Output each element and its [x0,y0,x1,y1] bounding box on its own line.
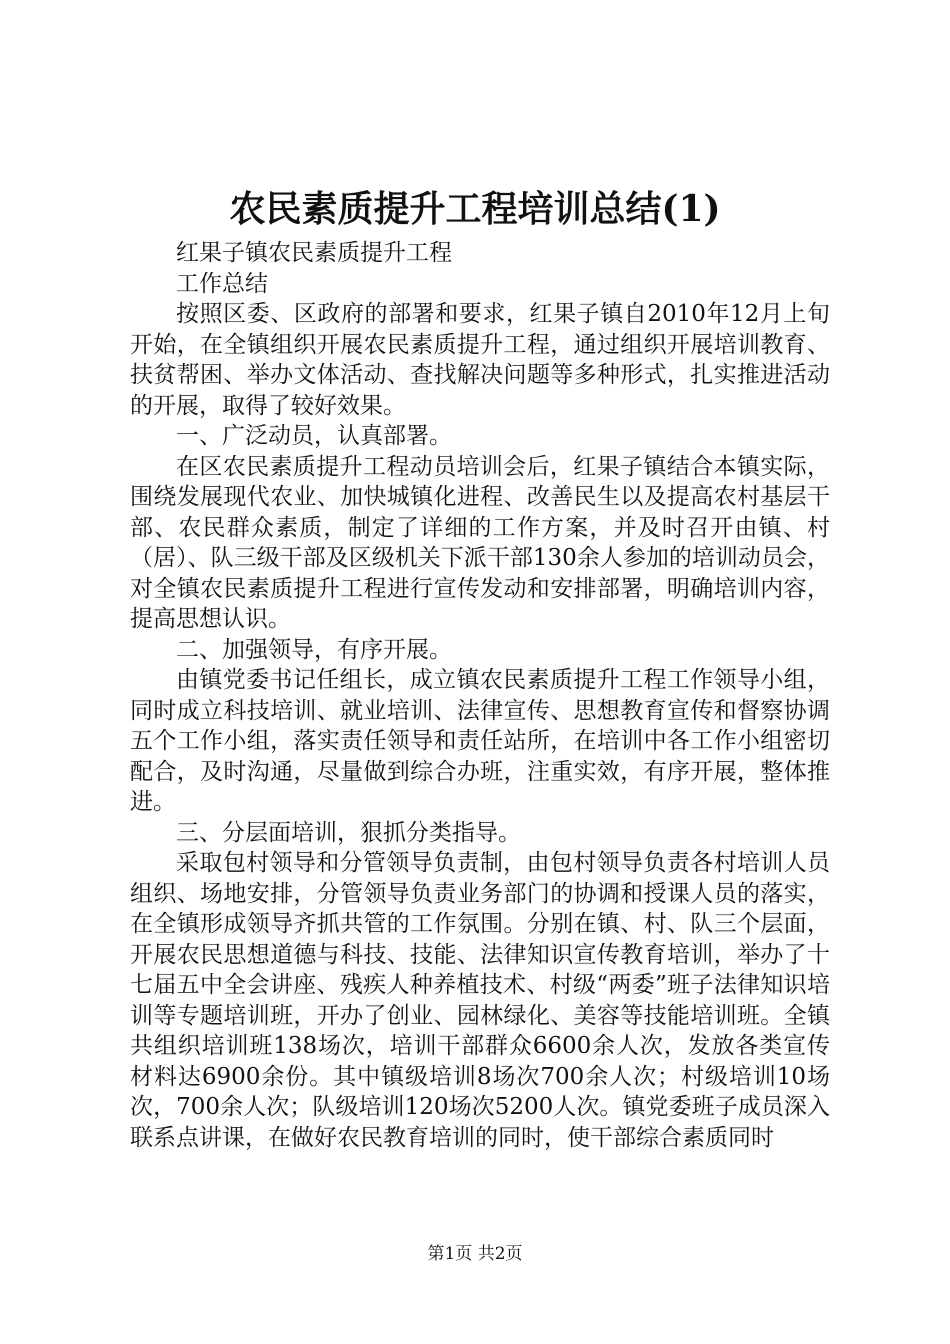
paragraph-intro: 按照区委、区政府的部署和要求，红果子镇自2010年12月上旬开始，在全镇组织开展农民素质提升工程，通过组织开展培训教育、扶贫帮困、举办文体活动、查找解决问题等多种形式，扎实推进活动的开展，取得了较好效果。 [130,301,830,419]
section-heading-3: 三、分层面培训，狠抓分类指导。 [176,819,521,846]
section-heading-2: 二、加强领导，有序开展。 [176,636,452,663]
section-heading-1: 一、广泛动员，认真部署。 [176,423,452,449]
document-title: 农民素质提升工程培训总结(1) [229,188,721,230]
page-footer: 第1页 共2页 [427,1244,523,1264]
subtitle-line-1: 红果子镇农民素质提升工程 [176,240,452,266]
subtitle-line-2: 工作总结 [176,270,268,297]
paragraph-section-2: 由镇党委书记任组长，成立镇农民素质提升工程工作领导小组，同时成立科技培训、就业培训、法律宣传、思想教育宣传和督察协调五个工作小组，落实责任领导和责任站所，在培训中各工作小组密切配合，及时沟通，尽量做到综合办班，注重实效，有序开展，整体推进。 [130,667,830,815]
paragraph-section-1: 在区农民素质提升工程动员培训会后，红果子镇结合本镇实际，围绕发展现代农业、加快城镇化进程、改善民生以及提高农村基层干部、农民群众素质，制定了详细的工作方案，并及时召开由镇、村（居）、队三级干部及区级机关下派干部130余人参加的培训动员会，对全镇农民素质提升工程进行宣传发动和安排部署，明确培训内容，提高思想认识。 [130,453,830,632]
document-body [130,238,830,1153]
paragraph-section-3: 采取包村领导和分管领导负责制，由包村领导负责各村培训人员组织、场地安排，分管领导负责业务部门的协调和授课人员的落实，在全镇形成领导齐抓共管的工作氛围。分别在镇、村、队三个层面，开展农民思想道德与科技、技能、法律知识宣传教育培训，举办了十七届五中全会讲座、残疾人种养植技术、村级“两委”班子法律知识培训等专题培训班，开办了创业、园林绿化、美容等技能培训班。全镇共组织培训班138场次，培训干部群众6600余人次，发放各类宣传材料达6900余份。其中镇级培训8场次700余人次；村级培训10场次，700余人次；队级培训120场次5200人次。镇党委班子成员深入联系点讲课，在做好农民教育培训的同时，使干部综合素质同时 [130,850,830,1151]
